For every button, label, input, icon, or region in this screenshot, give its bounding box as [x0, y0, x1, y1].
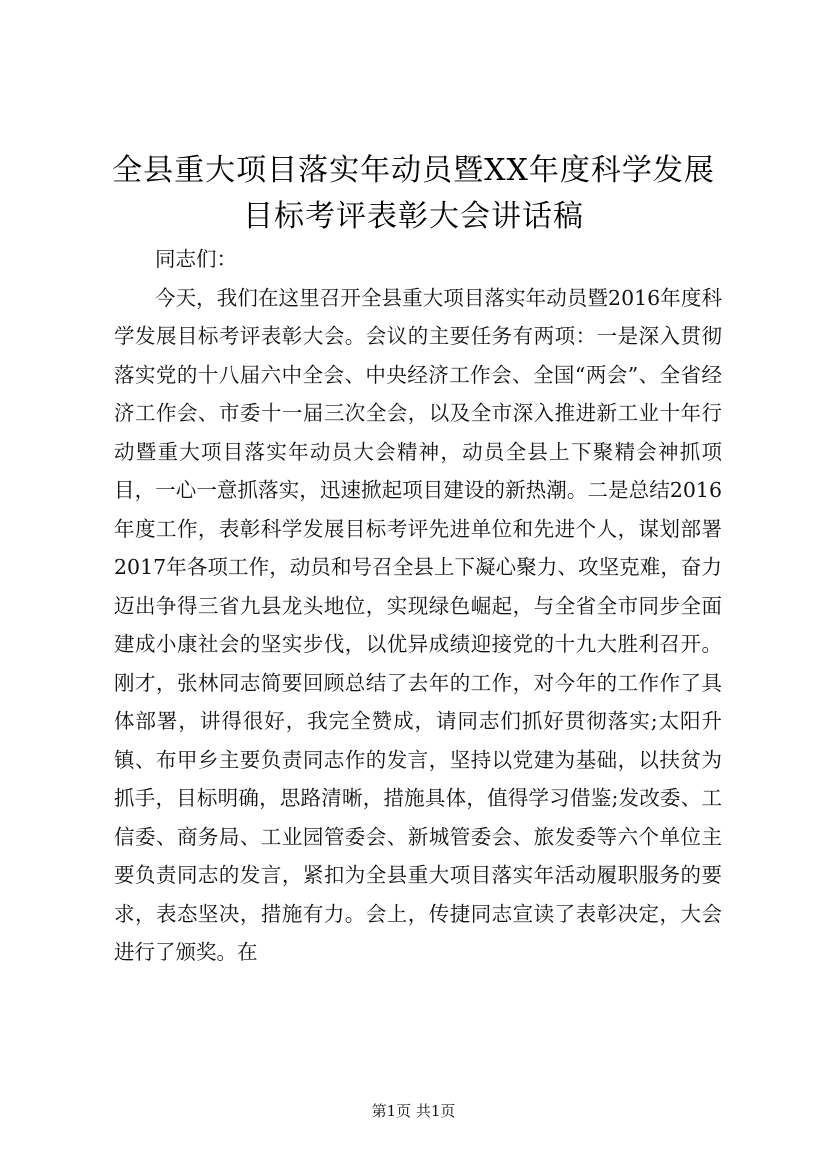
document-title [100, 148, 727, 240]
paragraph-1: 今天，我们在这里召开全县重大项目落实年动员暨2016年度科学发展目标考评表彰大会。会议的主要任务有两项：一是深入贯彻落实党的十八届六中全会、中央经济工作会、全国“两会”、全省经济工作会、市委十一届三次全会，以及全市深入推进新工业十年行动暨重大项目落实年动员大会精神，动员全县上下聚精会神抓项目，一心一意抓落实，迅速掀起项目建设的新热潮。二是总结2016年度工作，表彰科学发展目标考评先进单位和先进个人，谋划部署2017年各项工作，动员和号召全县上下凝心聚力、攻坚克难，奋力迈出争得三省九县龙头地位，实现绿色崛起，与全省全市同步全面建成小康社会的坚实步伐，以优异成绩迎接党的十九大胜利召开。刚才，张林同志简要回顾总结了去年的工作，对今年的工作作了具体部署，讲得很好，我完全赞成，请同志们抓好贯彻落实;太阳升镇、布甲乡主要负责同志作的发言，坚持以党建为基础，以扶贫为抓手，目标明确，思路清晰，措施具体，值得学习借鉴;发改委、工信委、商务局、工业园管委会、新城管委会、旅发委等六个单位主要负责同志的发言，紧扣为全县重大项目落实年活动履职服务的要求，表态坚决，措施有力。会上，传捷同志宣读了表彰决定，大会进行了颁奖。在 [114, 285, 722, 964]
salutation: 同志们： [155, 247, 237, 271]
title-line-1: 全县重大项目落实年动员暨XX年度科学发展 [112, 153, 715, 188]
page-footer: 第1页 共1页 [371, 1102, 456, 1120]
title-line-2: 目标考评表彰大会讲话稿 [243, 199, 584, 234]
document-body [114, 240, 722, 972]
